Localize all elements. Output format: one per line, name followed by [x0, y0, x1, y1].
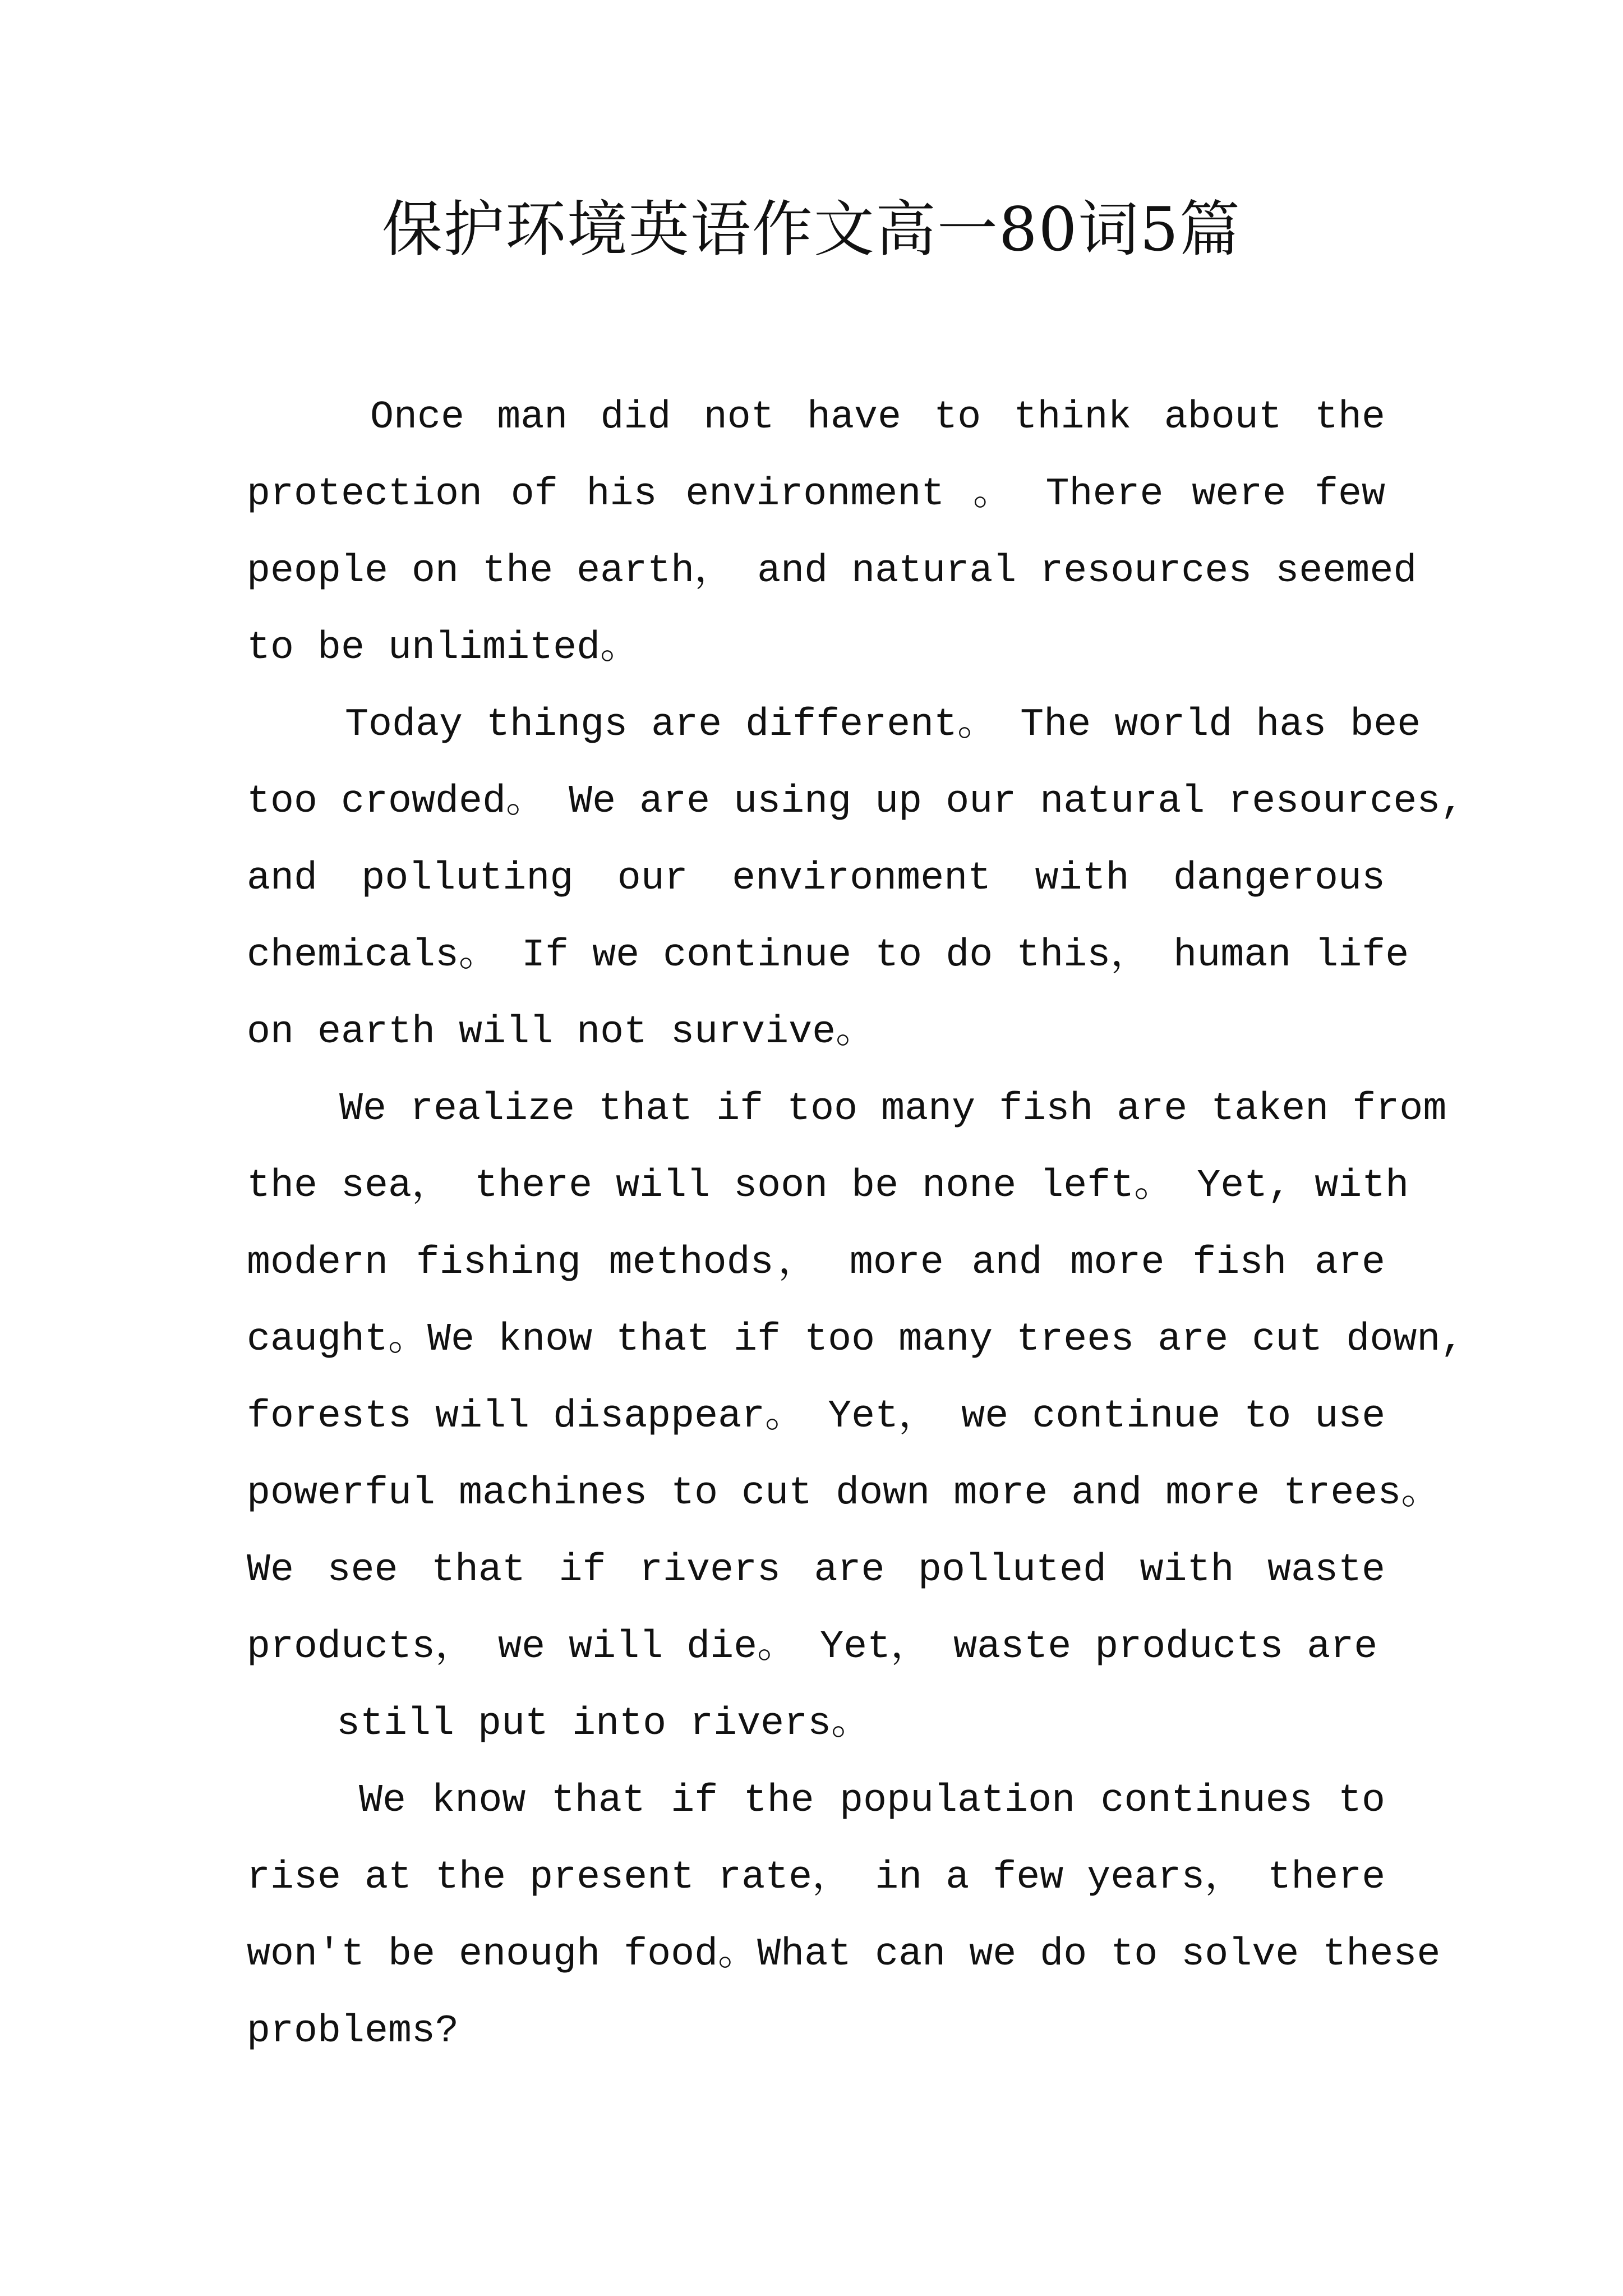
text-line: on earth will not survive。: [247, 1010, 875, 1055]
text-line: We know that if the population continues to: [359, 1779, 1385, 1823]
text-line: still put into rivers。: [336, 1702, 871, 1746]
text-line: products， we will die。 Yet， waste products are: [247, 1625, 1378, 1669]
text-line: too crowded。 We are using up our natural resources,: [247, 780, 1464, 824]
text-line: people on the earth， and natural resources seemed: [247, 549, 1417, 593]
text-line: problems?: [247, 2009, 459, 2054]
text-line: We realize that if too many fish are taken from: [339, 1087, 1447, 1131]
text-line: rise at the present rate， in a few years， there: [247, 1856, 1386, 1900]
document-title: 保护环境英语作文高一80词5篇: [381, 195, 1242, 265]
text-line: to be unlimited。: [247, 626, 640, 670]
text-line: protection of his environment 。 There were few: [247, 472, 1385, 517]
text-line: caught。We know that if too many trees are cut down,: [247, 1318, 1464, 1362]
text-line: modern fishing methods， more and more fish are: [247, 1241, 1385, 1285]
text-line: We see that if rivers are polluted with waste: [247, 1548, 1385, 1593]
essay-body: [247, 379, 1464, 2070]
text-line: the sea， there will soon be none left。 Yet, with: [247, 1164, 1409, 1208]
text-line: won't be enough food。What can we do to solve these: [247, 1932, 1441, 1977]
text-line: forests will disappear。 Yet， we continue to use: [247, 1395, 1386, 1439]
text-line: powerful machines to cut down more and more trees。: [247, 1471, 1441, 1516]
text-line: and polluting our environment with dangerous: [247, 857, 1385, 901]
text-line: Today things are different。 The world has bee: [345, 703, 1421, 747]
text-line: chemicals。 If we continue to do this， human life: [247, 933, 1409, 978]
text-line: Once man did not have to think about the: [370, 395, 1385, 440]
